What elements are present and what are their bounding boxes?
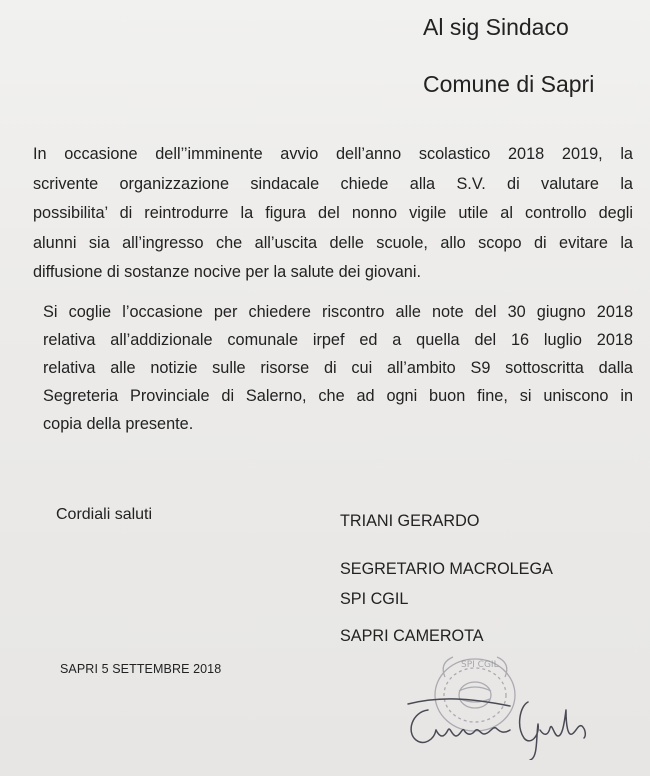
closing-greeting: Cordiali saluti [56,506,153,523]
paragraph-line: scrivente organizzazione sindacale chiede alla S.V. di valutare la [33,174,633,193]
signatory-role: SEGRETARIO MACROLEGA [340,560,553,578]
paragraph-line: relativa all’addizionale comunale irpef ed a quella del 16 luglio 2018 [43,331,633,349]
paragraph-line: Segreteria Provinciale di Salerno, che ad ogni buon fine, si uniscono in [43,387,633,405]
letter-date: SAPRI 5 SETTEMBRE 2018 [60,662,222,676]
paragraph-line: copia della presente. [43,415,194,433]
paragraph-line: Si coglie l’occasione per chiedere riscontro alle note del 30 giugno 2018 [43,303,633,321]
recipient-title: Al sig Sindaco [423,14,569,40]
signatory-branch: SAPRI CAMEROTA [340,627,484,645]
paragraph-line: In occasione dell’’imminente avvio dell’anno scolastico 2018 2019, la [33,145,633,163]
paragraph-line: alunni sia all’ingresso che all’uscita delle scuole, allo scopo di evitare la [33,233,633,252]
recipient-municipality: Comune di Sapri [423,71,595,97]
paragraph-line: relativa alle notizie sulle risorse di cui all’ambito S9 sottoscritta dalla [43,359,633,377]
body-paragraph-1 [33,140,633,288]
paragraph-line: diffusione di sostanze nocive per la salute dei giovani. [33,263,421,281]
signatory-name: TRIANI GERARDO [340,512,480,530]
body-paragraph-2 [33,298,633,438]
signatory-organization: SPI CGIL [340,590,409,608]
handwritten-signature [400,680,610,760]
paragraph-line: possibilita’ di reintrodurre la figura del nonno vigile utile al controllo degli [33,204,633,222]
svg-text:SPI CGIL: SPI CGIL [461,660,499,670]
